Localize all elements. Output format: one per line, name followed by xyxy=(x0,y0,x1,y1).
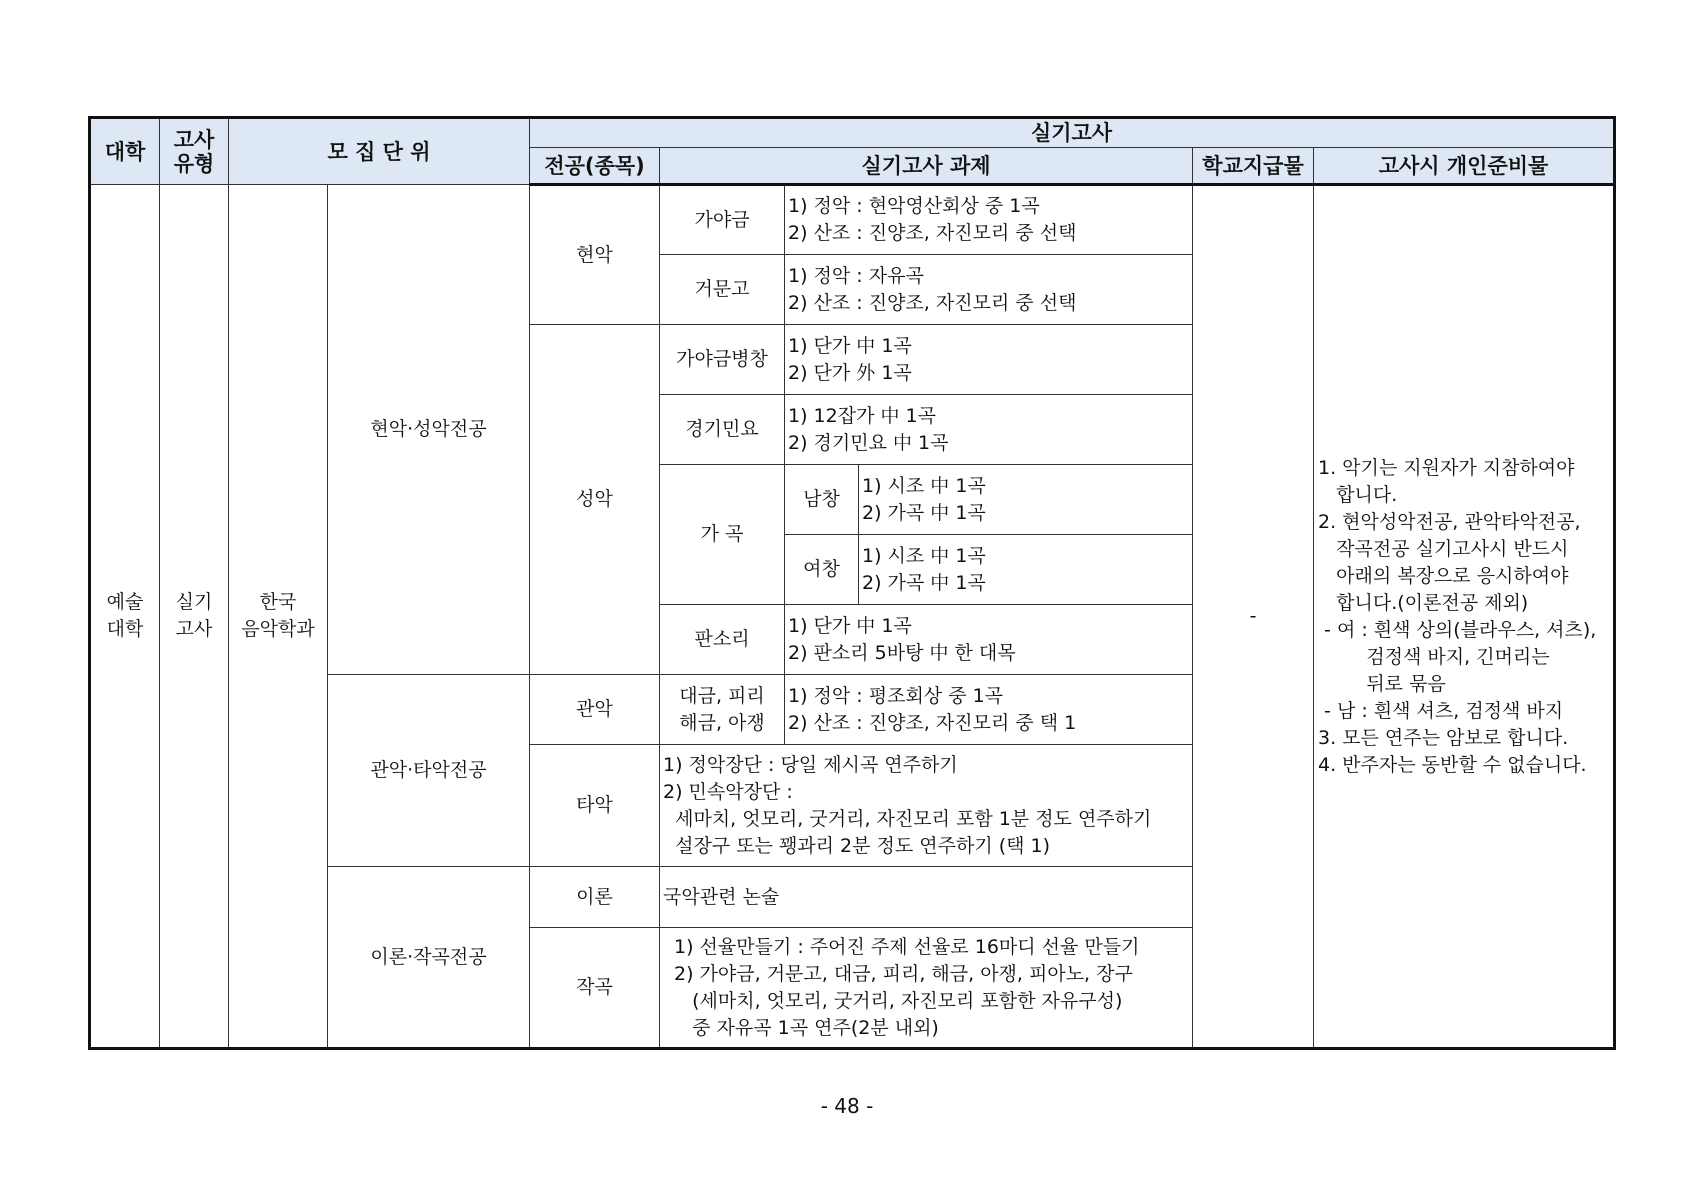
subject-gayageum: 가야금 xyxy=(660,185,785,255)
track-wind-perc: 관악·타악전공 xyxy=(328,675,530,867)
major-comp: 작곡 xyxy=(530,928,660,1049)
subject-gagok: 가 곡 xyxy=(660,465,785,605)
major-theory: 이론 xyxy=(530,867,660,928)
tasks-comp: 1) 선율만들기 : 주어진 주제 선율로 16마디 선율 만들기 2) 가야금, 거문고, 대금, 피리, 해금, 아쟁, 피아노, 장구 (세마치, 엇모리, 굿거리, 자진모리 포함한 자유구성) 중 자유곡 1곡 연주(2분 내외) xyxy=(660,928,1193,1049)
exam-table xyxy=(88,116,1616,1050)
subject-pansori: 판소리 xyxy=(660,605,785,675)
subject-geomungo: 거문고 xyxy=(660,255,785,325)
tasks-gagok-female: 1) 시조 中 1곡 2) 가곡 中 1곡 xyxy=(859,535,1193,605)
major-perc: 타악 xyxy=(530,745,660,867)
header-recruit-unit: 모 집 단 위 xyxy=(229,118,530,185)
header-practical-exam: 실기고사 xyxy=(530,118,1615,148)
major-strings: 현악 xyxy=(530,185,660,325)
subject-byeongchang: 가야금병창 xyxy=(660,325,785,395)
tasks-perc: 1) 정악장단 : 당일 제시곡 연주하기 2) 민속악장단 : 세마치, 엇모리, 굿거리, 자진모리 포함 1분 정도 연주하기 설장구 또는 꽹과리 2분 정도 연주하기 (택 1) xyxy=(660,745,1193,867)
tasks-wind: 1) 정악 : 평조회상 중 1곡 2) 산조 : 진양조, 자진모리 중 택 1 xyxy=(785,675,1193,745)
track-theory-comp: 이론·작곡전공 xyxy=(328,867,530,1049)
page-number: - 48 - xyxy=(820,1094,874,1118)
header-exam-type: 고사 유형 xyxy=(160,118,229,185)
tasks-gyeonggi: 1) 12잡가 中 1곡 2) 경기민요 中 1곡 xyxy=(785,395,1193,465)
subject-gyeonggi: 경기민요 xyxy=(660,395,785,465)
supplied-cell: - xyxy=(1193,185,1314,1049)
dept-cell: 한국 음악학과 xyxy=(229,185,328,1049)
header-tasks: 실기고사 과제 xyxy=(660,148,1193,185)
tasks-geomungo: 1) 정악 : 자유곡 2) 산조 : 진양조, 자진모리 중 선택 xyxy=(785,255,1193,325)
tasks-theory: 국악관련 논술 xyxy=(660,867,1193,928)
header-supplied: 학교지급물 xyxy=(1193,148,1314,185)
header-row-1 xyxy=(90,118,1615,148)
personal-items-notes: 1. 악기는 지원자가 지참하여야 합니다. 2. 현악성악전공, 관악타악전공, 작곡전공 실기고사시 반드시 아래의 복장으로 응시하여야 합니다.(이론전공 제외) - 여 : 흰색 상의(블라우스, 셔츠), 검정색 바지, 긴머리는 뒤로 묶음 - 남 : 흰색 셔츠, 검정색 바지 3. 모든 연주는 암보로 합니다. 4. 반주자는 동반할 수 없습니다. xyxy=(1314,185,1615,1049)
track-strings-vocal: 현악·성악전공 xyxy=(328,185,530,675)
tasks-gayageum: 1) 정악 : 현악영산회상 중 1곡 2) 산조 : 진양조, 자진모리 중 선택 xyxy=(785,185,1193,255)
gagok-male: 남창 xyxy=(785,465,859,535)
tasks-gagok-male: 1) 시조 中 1곡 2) 가곡 中 1곡 xyxy=(859,465,1193,535)
header-major: 전공(종목) xyxy=(530,148,660,185)
gagok-female: 여창 xyxy=(785,535,859,605)
header-personal-items: 고사시 개인준비물 xyxy=(1314,148,1615,185)
header-univ: 대학 xyxy=(90,118,160,185)
subject-wind-instruments: 대금, 피리 해금, 아쟁 xyxy=(660,675,785,745)
univ-cell: 예술 대학 xyxy=(90,185,160,1049)
major-vocal: 성악 xyxy=(530,325,660,675)
tasks-pansori: 1) 단가 中 1곡 2) 판소리 5바탕 中 한 대목 xyxy=(785,605,1193,675)
tasks-byeongchang: 1) 단가 中 1곡 2) 단가 外 1곡 xyxy=(785,325,1193,395)
exam-type-cell: 실기 고사 xyxy=(160,185,229,1049)
major-wind: 관악 xyxy=(530,675,660,745)
table-row xyxy=(90,185,1615,255)
